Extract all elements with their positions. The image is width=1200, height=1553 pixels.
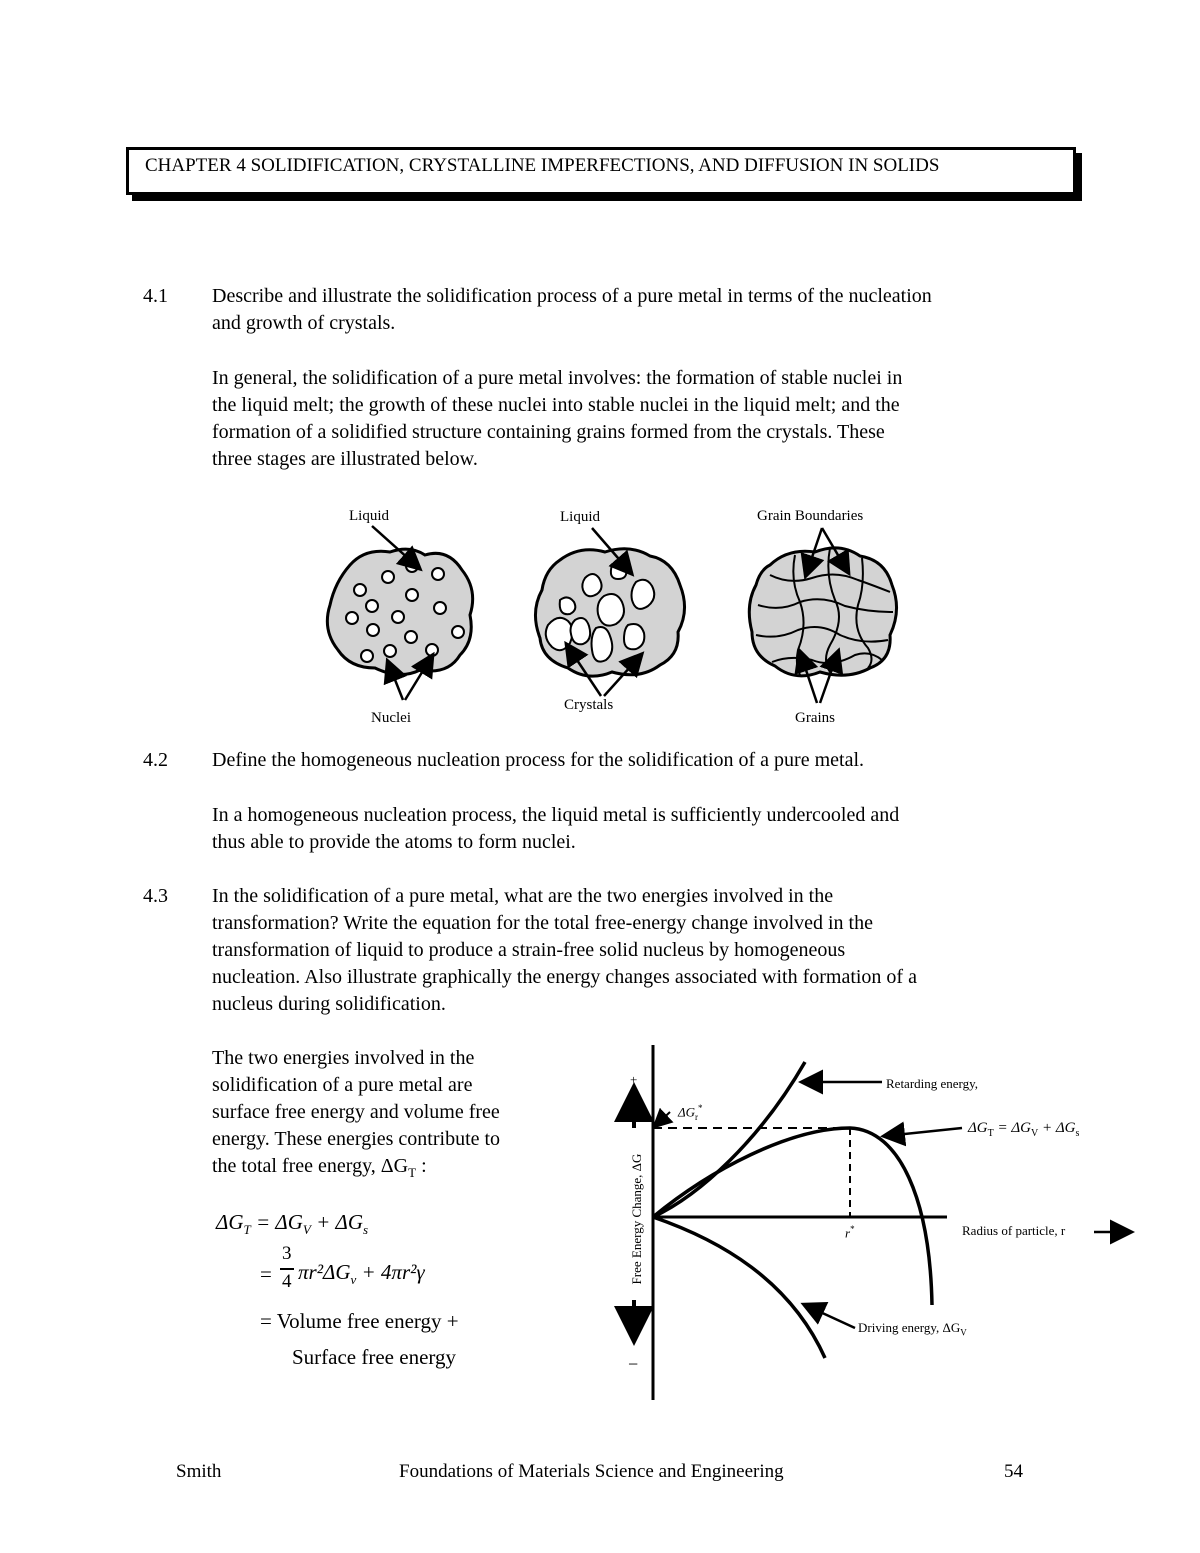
nucleus xyxy=(367,624,379,636)
equation-line-2-rest: $\pi r^2\Delta G_v + 4\pi r^2\gamma$ xyxy=(298,1260,425,1288)
total-arrow xyxy=(885,1128,962,1136)
nucleus xyxy=(406,560,418,572)
grain-boundary xyxy=(793,555,803,675)
equation-line-4: Surface free energy xyxy=(292,1345,457,1369)
answer-4-2-line-1: In a homogeneous nucleation process, the liquid metal is sufficiently undercooled and xyxy=(212,804,900,826)
nucleus xyxy=(405,631,417,643)
stage3-grains-arrow-right xyxy=(820,652,838,703)
stage3-grains-arrow-left xyxy=(800,652,817,703)
grain-boundary xyxy=(758,599,893,612)
nucleus xyxy=(382,571,394,583)
x-axis-label: Radius of particle, r xyxy=(962,1223,1066,1238)
volume-energy-curve xyxy=(653,1217,825,1358)
crystal xyxy=(582,574,601,596)
nucleus xyxy=(426,644,438,656)
stage3-boundary-arrow-right xyxy=(822,528,848,572)
stage2-crystals-arrow-left xyxy=(567,645,601,696)
nucleus xyxy=(384,645,396,657)
equation-line-3: = Volume free energy + xyxy=(260,1309,459,1333)
answer-4-3-line-4: energy. These energies contribute to xyxy=(212,1128,501,1150)
footer-page-number: 54 xyxy=(1004,1461,1023,1482)
answer-4-1-line-3: formation of a solidified structure containing grains formed from the crystals. These xyxy=(212,421,885,443)
critical-energy-label: $\Delta G_r^*$ xyxy=(678,1103,703,1122)
stage1-nuclei-arrow-right xyxy=(405,656,432,700)
nucleus xyxy=(346,612,358,624)
question-4-3-line-4: nucleation. Also illustrate graphically the energy changes associated with formation of a xyxy=(212,966,917,988)
answer-4-3-line-5: the total free energy, $\Delta G_T$ : xyxy=(212,1155,427,1180)
y-plus-label: + xyxy=(630,1072,638,1087)
stage1-liquid-label: Liquid xyxy=(349,508,389,524)
equation-line-1: $\Delta G_T = \Delta G_V + \Delta G_s$ xyxy=(216,1210,369,1238)
nucleus xyxy=(432,568,444,580)
crystal xyxy=(592,627,613,662)
stage1-nuclei-label: Nuclei xyxy=(371,710,411,726)
question-4-3-line-1: In the solidification of a pure metal, what are the two energies involved in the xyxy=(212,885,834,907)
total-energy-label: $\Delta G_T = \Delta G_V + \Delta G_s$ xyxy=(968,1120,1080,1139)
answer-4-3-line-3: surface free energy and volume free xyxy=(212,1101,500,1123)
question-number-4-1: 4.1 xyxy=(143,285,168,307)
stage2-crystals-label: Crystals xyxy=(564,697,614,713)
grain-boundary xyxy=(772,653,882,663)
answer-4-2-line-2: thus able to provide the atoms to form nuclei. xyxy=(212,831,576,853)
question-4-1-line-2: and growth of crystals. xyxy=(212,312,396,334)
stage1-liquid-arrow xyxy=(372,526,419,568)
equation-line-2-eq: = xyxy=(260,1262,272,1286)
stage1-liquid-blob xyxy=(327,549,472,674)
retarding-energy-label: Retarding energy, xyxy=(886,1076,979,1091)
nucleus xyxy=(434,602,446,614)
driving-energy-label: Driving energy, $\Delta G_V$ xyxy=(858,1320,967,1338)
nucleus xyxy=(406,589,418,601)
question-4-3-line-5: nucleus during solidification. xyxy=(212,993,446,1015)
driving-arrow xyxy=(805,1305,855,1328)
equation-line-2-den: 4 xyxy=(282,1271,292,1292)
crystal xyxy=(632,580,655,609)
grain-boundary xyxy=(856,558,871,668)
critical-radius-label: r* xyxy=(845,1224,855,1241)
chapter-title: CHAPTER 4 SOLIDIFICATION, CRYSTALLINE IMPERFECTIONS, AND DIFFUSION IN SOLIDS xyxy=(145,155,940,176)
stage2-crystals-arrow-right xyxy=(604,655,641,696)
grain-boundary xyxy=(756,627,888,642)
question-4-2: Define the homogeneous nucleation process for the solidification of a pure metal. xyxy=(212,749,865,771)
stage2-liquid-arrow xyxy=(592,528,631,573)
answer-4-1-line-2: the liquid melt; the growth of these nuclei into stable nuclei in the liquid melt; and the xyxy=(212,394,900,416)
crystal xyxy=(598,594,624,626)
answer-4-1-line-4: three stages are illustrated below. xyxy=(212,448,478,470)
equation-line-2-num: 3 xyxy=(282,1243,292,1264)
stage1-nuclei-arrow-left xyxy=(388,662,403,700)
question-number-4-3: 4.3 xyxy=(143,885,168,907)
crystal xyxy=(611,563,626,579)
grain-boundary xyxy=(770,574,890,592)
total-energy-curve xyxy=(653,1128,932,1305)
stage2-liquid-blob xyxy=(535,549,684,676)
crystal xyxy=(571,618,591,644)
answer-4-3-line-2: solidification of a pure metal are xyxy=(212,1074,473,1096)
nucleus xyxy=(452,626,464,638)
fraction-bar xyxy=(280,1268,294,1270)
y-axis-label: Free Energy Change, ΔG xyxy=(629,1153,644,1285)
answer-4-3-line-1: The two energies involved in the xyxy=(212,1047,475,1069)
nucleus xyxy=(354,584,366,596)
question-4-1-line-1: Describe and illustrate the solidification process of a pure metal in terms of the nucleation xyxy=(212,285,932,307)
nucleus xyxy=(392,611,404,623)
stage3-boundary-arrow-left xyxy=(806,528,822,575)
crystal xyxy=(560,597,576,614)
question-number-4-2: 4.2 xyxy=(143,749,168,771)
stage3-grain-boundaries-label: Grain Boundaries xyxy=(757,508,864,524)
y-minus-label: − xyxy=(628,1354,639,1374)
stage2-liquid-label: Liquid xyxy=(560,509,600,525)
stage3-grains-label: Grains xyxy=(795,710,835,726)
crystal xyxy=(624,624,644,649)
footer-book-title: Foundations of Materials Science and Engineering xyxy=(399,1461,784,1482)
grain-boundary xyxy=(826,548,839,672)
surface-energy-curve xyxy=(653,1062,805,1217)
answer-4-1-line-1: In general, the solidification of a pure metal involves: the formation of stable nuclei in xyxy=(212,367,903,389)
nucleus xyxy=(361,650,373,662)
question-4-3-line-3: transformation of liquid to produce a strain-free solid nucleus by homogeneous xyxy=(212,939,846,961)
footer-author: Smith xyxy=(176,1461,222,1482)
stage3-grains-blob xyxy=(749,548,896,676)
question-4-3-line-2: transformation? Write the equation for the total free-energy change involved in the xyxy=(212,912,873,934)
nucleus xyxy=(366,600,378,612)
critical-energy-arrow xyxy=(655,1112,670,1126)
crystal xyxy=(546,618,573,650)
